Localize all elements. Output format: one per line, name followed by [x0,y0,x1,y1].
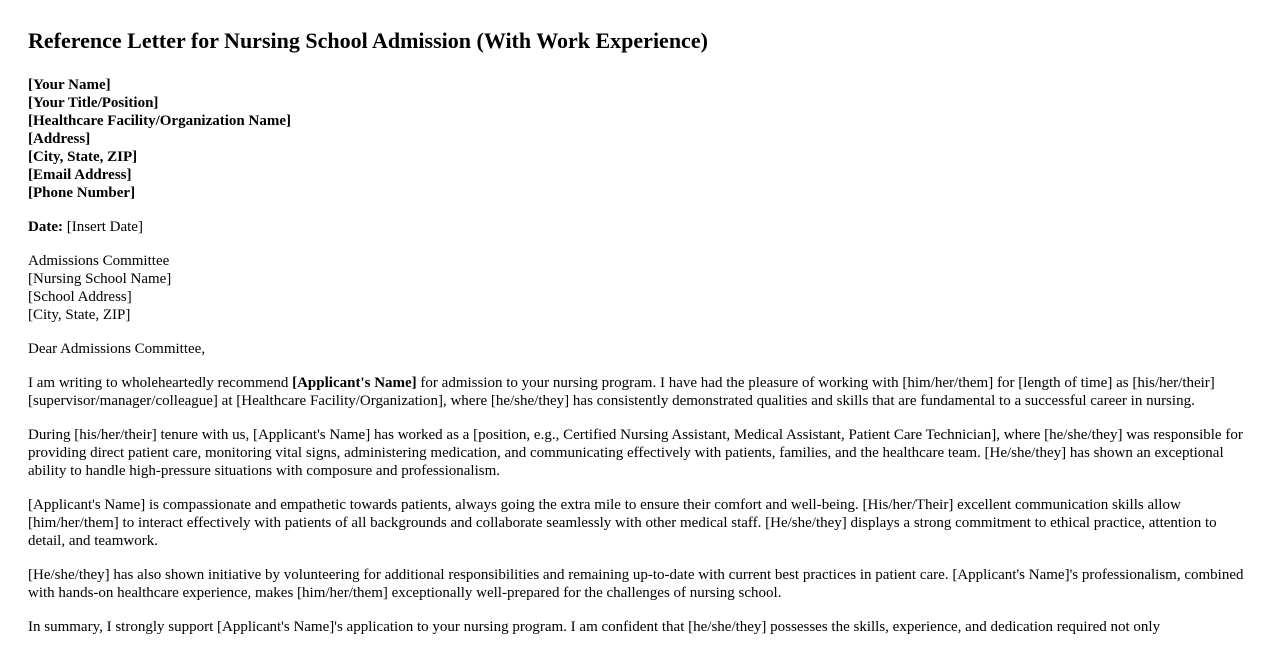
paragraph-2: During [his/her/their] tenure with us, [Applicant's Name] has worked as a [position, e.g., Certified Nursing Assistant, Medical Assistant, Patient Care Technician], where [he/she/they] was responsible for providing direct patient care, monitoring vital signs, administering medication, and communicating effectively with patients, families, and the healthcare team. [He/she/they] has shown an exceptional ability to handle high-pressure situations with composure and professionalism. [28,427,1243,479]
recipient-block [28,252,1250,324]
page-title: Reference Letter for Nursing School Admission (With Work Experience) [28,28,708,53]
recipient-school-name: [Nursing School Name] [28,271,172,287]
sender-phone: [Phone Number] [28,185,136,201]
paragraph-4: [He/she/they] has also shown initiative by volunteering for additional responsibilities and remaining up-to-date with current best practices in patient care. [Applicant's Name]'s professionalism, combined with hands-on healthcare experience, makes [him/her/them] exceptionally well-prepared for the challenges of nursing school. [28,567,1244,601]
date-line [28,218,1250,236]
date-value: [Insert Date] [62,219,143,235]
recipient-committee: Admissions Committee [28,253,170,269]
paragraph-1 [28,374,1250,410]
recipient-school-address: [School Address] [28,289,132,305]
recipient-city-state-zip: [City, State, ZIP] [28,307,131,323]
sender-address: [Address] [28,131,91,147]
paragraph-1-intro: I am writing to wholeheartedly recommend [28,375,293,391]
sender-block [28,76,1250,202]
applicant-name: [Applicant's Name] [292,375,417,391]
sender-name: [Your Name] [28,77,111,93]
paragraph-5: In summary, I strongly support [Applicant's Name]'s application to your nursing program. I am confident that [he/she/they] possesses the skills, experience, and dedication required not only [28,619,1161,635]
salutation: Dear Admissions Committee, [28,341,206,357]
paragraph-3: [Applicant's Name] is compassionate and empathetic towards patients, always going the extra mile to ensure their comfort and well-being. [His/her/Their] excellent communication skills allow [him/her/them] to interact effectively with patients of all backgrounds and collaborate seamlessly with other medical staff. [He/she/they] displays a strong commitment to ethical practice, attention to detail, and teamwork. [28,497,1217,549]
paragraph-1-body: for admission to your nursing program. I have had the pleasure of working with [him/her/them] for [length of time] as [his/her/their] [supervisor/manager/colleague] at [Healthcare Facility/Organization], where [he/she/they] has consistently demonstrated qualities and skills that are fundamental to a successful career in nursing. [28,375,1215,409]
date-label: Date: [28,219,63,235]
sender-email: [Email Address] [28,167,132,183]
sender-city-state-zip: [City, State, ZIP] [28,149,138,165]
sender-organization: [Healthcare Facility/Organization Name] [28,113,291,129]
sender-title: [Your Title/Position] [28,95,159,111]
